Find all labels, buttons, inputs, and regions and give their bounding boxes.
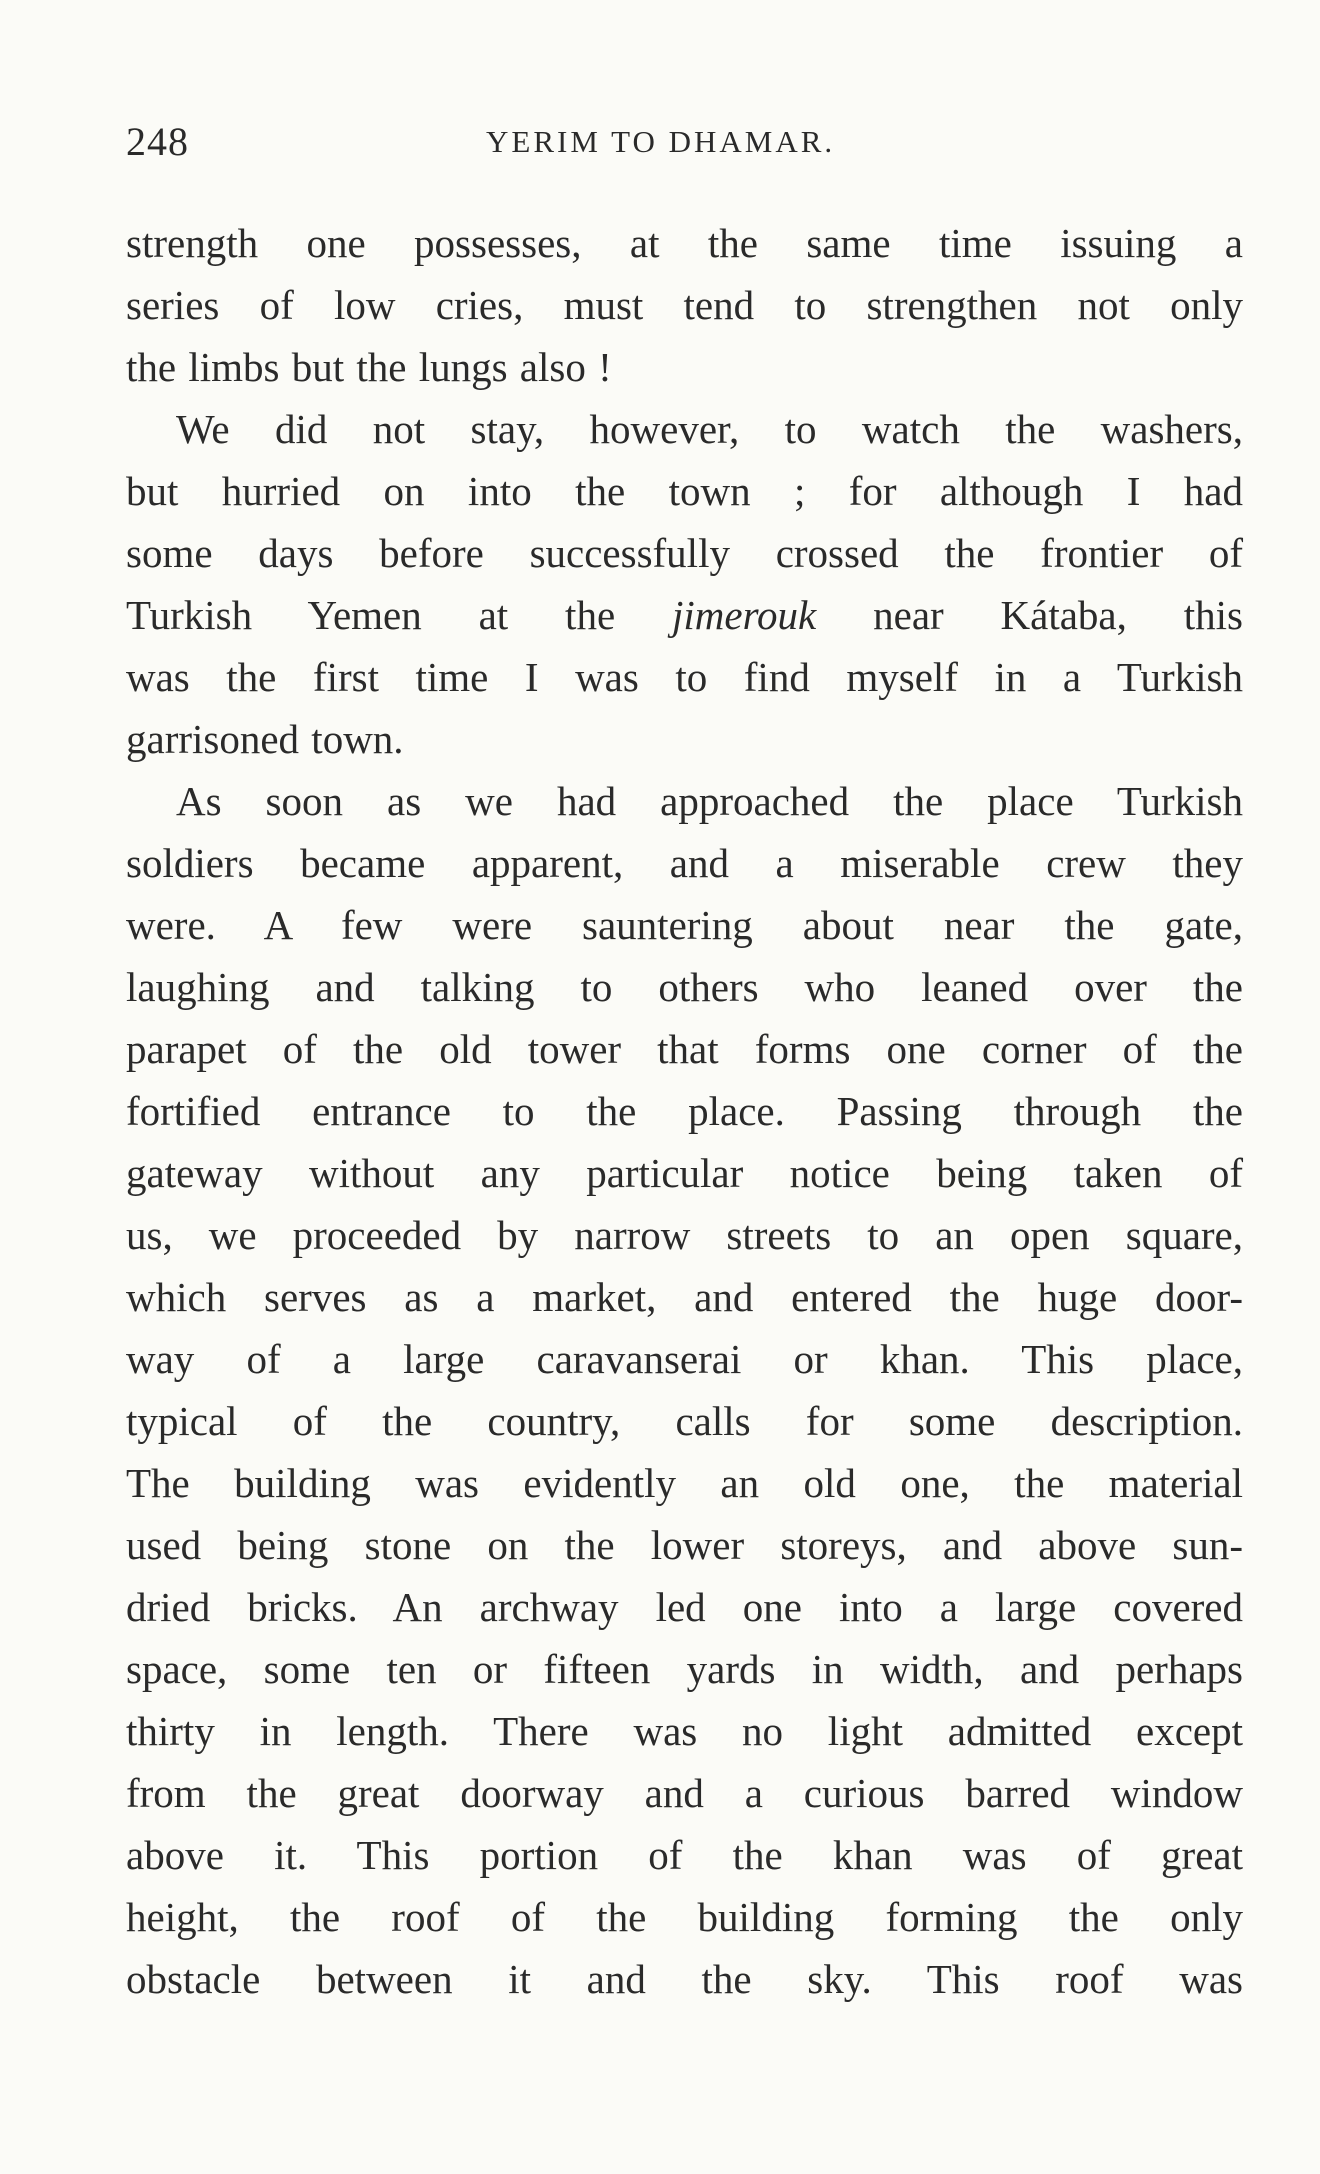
text-line: obstacle between it and the sky. This roof was xyxy=(126,1956,1243,2002)
text-line: was the first time I was to find myself in a Turkish xyxy=(126,654,1243,700)
text-line: the limbs but the lungs also ! xyxy=(126,344,612,390)
text-segment: Turkish Yemen at the xyxy=(126,592,673,638)
text-line: laughing and talking to others who leaned over the xyxy=(126,964,1243,1010)
text-line: us, we proceeded by narrow streets to an open square, xyxy=(126,1212,1243,1258)
text-line: parapet of the old tower that forms one corner of the xyxy=(126,1026,1243,1072)
text-line: dried bricks. An archway led one into a large covered xyxy=(126,1584,1243,1630)
text-line: some days before successfully crossed the frontier of xyxy=(126,530,1243,576)
running-head xyxy=(126,118,1236,178)
text-line-with-italic xyxy=(126,584,1243,646)
text-segment: near Kátaba, this xyxy=(816,592,1243,638)
body-text xyxy=(126,212,1243,2010)
text-line: series of low cries, must tend to strengthen not only xyxy=(126,282,1243,328)
text-line: above it. This portion of the khan was of great xyxy=(126,1832,1243,1878)
text-line: gateway without any particular notice being taken of xyxy=(126,1150,1243,1196)
text-line: strength one possesses, at the same time issuing a xyxy=(126,220,1243,266)
page-number: 248 xyxy=(126,119,189,164)
text-line: fortified entrance to the place. Passing through the xyxy=(126,1088,1243,1134)
text-line: soldiers became apparent, and a miserable crew they xyxy=(126,840,1243,886)
text-line: used being stone on the lower storeys, and above sun- xyxy=(126,1522,1243,1568)
text-line: space, some ten or fifteen yards in width, and perhaps xyxy=(126,1646,1243,1692)
text-line: The building was evidently an old one, the material xyxy=(126,1460,1243,1506)
text-line: height, the roof of the building forming the only xyxy=(126,1894,1243,1940)
text-line: We did not stay, however, to watch the washers, xyxy=(176,406,1243,452)
text-line: typical of the country, calls for some description. xyxy=(126,1398,1243,1444)
text-line: garrisoned town. xyxy=(126,716,404,762)
text-line: which serves as a market, and entered the huge door- xyxy=(126,1274,1243,1320)
italic-term: jimerouk xyxy=(672,592,817,638)
text-line: but hurried on into the town ; for although I had xyxy=(126,468,1243,514)
text-line: As soon as we had approached the place Turkish xyxy=(176,778,1243,824)
text-line: from the great doorway and a curious barred window xyxy=(126,1770,1243,1816)
text-line: were. A few were sauntering about near the gate, xyxy=(126,902,1243,948)
text-line: thirty in length. There was no light admitted except xyxy=(126,1708,1243,1754)
text-line: way of a large caravanserai or khan. This place, xyxy=(126,1336,1243,1382)
running-title: YERIM TO DHAMAR. xyxy=(486,124,836,159)
